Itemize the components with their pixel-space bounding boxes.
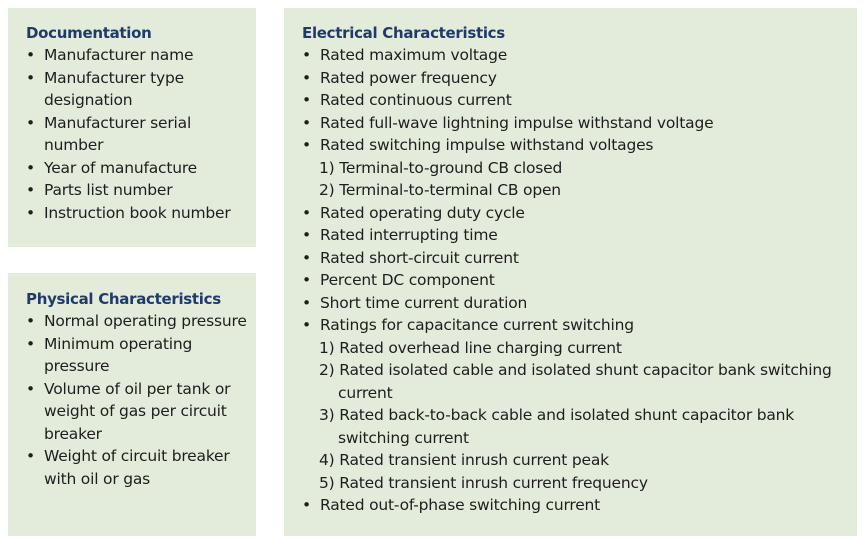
physical-title: Physical Characteristics <box>26 290 221 308</box>
list-item: • Rated maximum voltage <box>302 44 857 67</box>
list-item: • Instruction book number <box>26 202 256 225</box>
sub-list-item: 3) Rated back-to-back cable and isolated shunt capacitor bank switching current <box>319 406 795 447</box>
list-item: • Weight of circuit breaker with oil or gas <box>26 445 256 490</box>
electrical-list <box>302 44 857 517</box>
list-item: • Normal operating pressure <box>26 310 256 333</box>
list-item: • Manufacturer name <box>26 44 256 67</box>
list-item: • Rated out-of-phase switching current <box>302 494 857 517</box>
list-item: • Manufacturer serial number <box>26 112 256 157</box>
list-item: • Rated operating duty cycle <box>302 202 857 225</box>
electrical-panel <box>284 8 857 536</box>
list-item: • Rated full-wave lightning impulse withstand voltage <box>302 112 857 135</box>
physical-panel <box>8 273 256 536</box>
sub-list-item: 1) Terminal-to-ground CB closed <box>319 158 563 177</box>
sub-list-item: 5) Rated transient inrush current frequency <box>319 473 648 492</box>
list-item: • Year of manufacture <box>26 157 256 180</box>
list-item: • Minimum operating pressure <box>26 333 256 378</box>
list-item: • Percent DC component <box>302 269 857 292</box>
documentation-list <box>26 44 256 224</box>
list-item: • Ratings for capacitance current switching <box>302 314 857 337</box>
list-item: • Rated power frequency <box>302 67 857 90</box>
electrical-title: Electrical Characteristics <box>302 24 505 42</box>
documentation-panel <box>8 8 256 247</box>
list-item: • Rated short-circuit current <box>302 247 857 270</box>
sub-list-item: 2) Terminal-to-terminal CB open <box>319 181 561 199</box>
list-item: • Rated interrupting time <box>302 224 857 247</box>
list-item: • Manufacturer type designation <box>26 67 256 112</box>
list-item: • Volume of oil per tank or weight of gas per circuit breaker <box>26 378 256 446</box>
sub-list-item: 2) Rated isolated cable and isolated shunt capacitor bank switching current <box>319 361 832 402</box>
list-item: • Rated switching impulse withstand voltages <box>302 134 857 157</box>
sub-list-item: 4) Rated transient inrush current peak <box>319 451 609 469</box>
list-item: • Rated continuous current <box>302 89 857 112</box>
sub-list-item: 1) Rated overhead line charging current <box>319 338 622 357</box>
physical-list <box>26 310 256 490</box>
list-item: • Parts list number <box>26 179 256 202</box>
list-item: • Short time current duration <box>302 292 857 315</box>
documentation-title: Documentation <box>26 24 152 42</box>
